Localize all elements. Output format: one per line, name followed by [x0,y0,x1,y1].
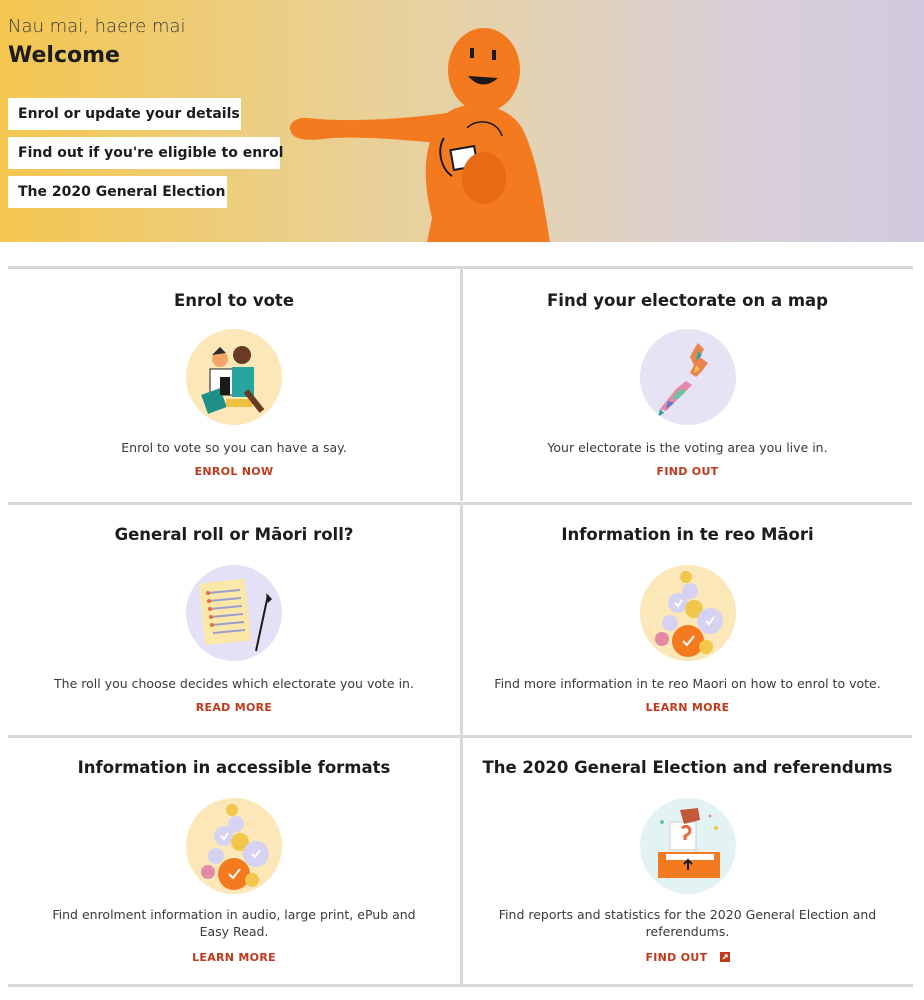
learn-more-te-reo-link[interactable]: LEARN MORE [645,701,730,714]
tick-balloons-icon [186,798,282,894]
card-description: Find more information in te reo Maori on how to enrol to vote. [494,676,881,691]
hero-title: Welcome [8,43,120,68]
external-link-icon [720,952,730,962]
learn-more-accessible-link[interactable]: LEARN MORE [192,951,276,964]
read-more-link[interactable]: READ MORE [195,701,273,714]
card-general-or-maori-roll [8,502,460,735]
card-title: Enrol to vote [173,291,295,310]
card-title: General roll or Māori roll? [114,525,354,544]
hero-banner [0,0,924,242]
card-electorate-map [460,269,912,501]
card-enrol-to-vote [8,269,460,501]
enrol-now-link[interactable]: ENROL NOW [194,465,274,478]
card-description: Enrol to vote so you can have a say. [121,440,347,455]
cta-label: FIND OUT [645,951,708,964]
card-2020-election-referendums [460,735,912,987]
card-description: The roll you choose decides which electorate you vote in. [54,676,414,691]
card-description: Find enrolment information in audio, large print, ePub and Easy Read. [52,907,416,939]
card-title: Find your electorate on a map [547,291,828,310]
hero-greeting: Nau mai, haere mai [8,16,186,37]
card-title: Information in accessible formats [77,758,391,777]
card-title: Information in te reo Māori [561,525,814,544]
card-description: Your electorate is the voting area you live in. [547,440,828,455]
eligibility-link[interactable]: Find out if you're eligible to enrol [8,137,280,169]
person-enrolling-icon [186,329,282,425]
card-description: Find reports and statistics for the 2020 General Election and referendums. [498,907,877,939]
info-card-grid [8,266,913,987]
enrol-update-link[interactable]: Enrol or update your details [8,98,241,130]
orange-mascot-illustration [272,18,592,242]
card-accessible-formats [8,735,460,987]
card-te-reo-maori [460,502,912,735]
roll-form-icon [186,565,282,661]
tick-balloons-icon [640,565,736,661]
general-election-link[interactable]: The 2020 General Election [8,176,227,208]
find-out-electorate-link[interactable]: FIND OUT [656,465,719,478]
card-title: The 2020 General Election and referendums [482,758,893,777]
find-out-election-link[interactable] [463,951,912,964]
ballot-box-icon [640,798,736,894]
new-zealand-map-icon [640,329,736,425]
